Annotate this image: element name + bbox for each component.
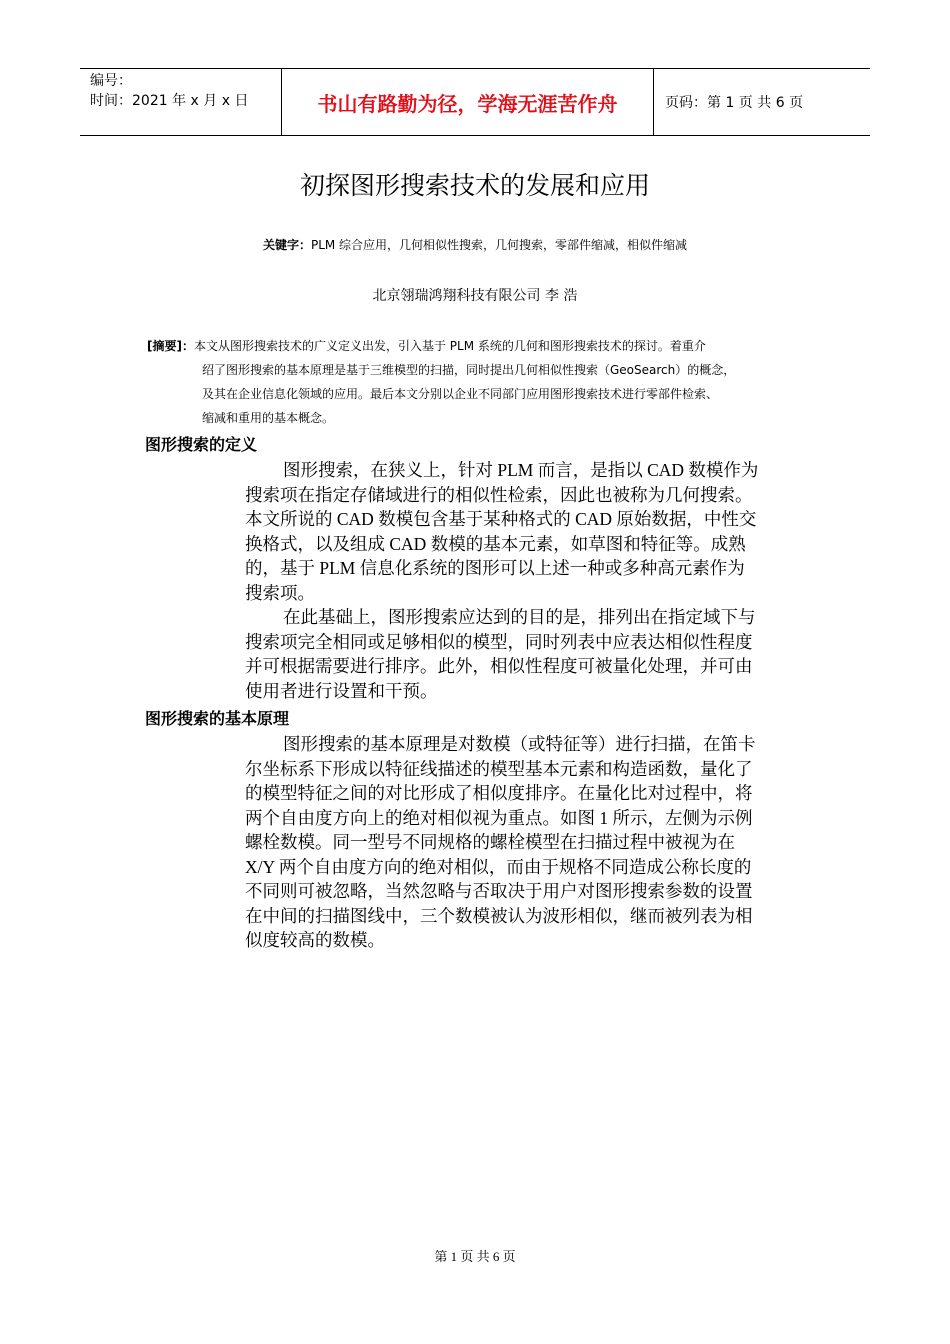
paragraph-line: 使用者进行设置和干预。 xyxy=(245,680,438,701)
paragraph-line: 图形搜索，在狭义上，针对 PLM 而言，是指以 CAD 数模作为 xyxy=(283,460,759,480)
paragraph-line: 在此基础上，图形搜索应达到的目的是，排列出在指定域下与 xyxy=(283,607,756,627)
paragraph-line: 并可根据需要进行排序。此外，相似性程度可被量化处理，并可由 xyxy=(245,656,753,676)
paragraph-line: 在中间的扫描图线中，三个数模被认为波形相似，继而被列表为相 xyxy=(245,905,753,926)
paragraph-line: 螺栓数模。同一型号不同规格的螺栓模型在扫描过程中被视为在 xyxy=(245,832,735,852)
paragraph-line: 搜索项完全相同或足够相似的模型，同时列表中应表达相似性程度 xyxy=(245,631,753,652)
paragraph-line: X/Y 两个自由度方向的绝对相似，而由于规格不同造成公称长度的 xyxy=(245,856,752,877)
abstract-line: 绍了图形搜索的基本原理是基于三维模型的扫描，同时提出几何相似性搜索（GeoSearch）的概念， xyxy=(202,363,736,377)
author-line: 北京翎瑞鸿翔科技有限公司 李 浩 xyxy=(372,288,578,304)
document-title: 初探图形搜索技术的发展和应用 xyxy=(299,171,650,200)
paragraph-line: 不同则可被忽略，当然忽略与否取决于用户对图形搜索参数的设置 xyxy=(245,881,753,901)
paragraph-line: 图形搜索的基本原理是对数模（或特征等）进行扫描，在笛卡 xyxy=(283,734,756,754)
paragraph-line: 两个自由度方向上的绝对相似视为重点。如图 1 所示，左侧为示例 xyxy=(245,807,753,828)
header-page-cell xyxy=(654,69,870,135)
header-table xyxy=(80,68,870,136)
header-page-info: 页码：第 1 页 共 6 页 xyxy=(665,95,804,111)
abstract-line: 及其在企业信息化领域的应用。最后本文分别以企业不同部门应用图形搜索技术进行零部件检索、 xyxy=(202,387,719,401)
section-principle-body xyxy=(245,732,810,953)
paragraph-line: 的，基于 PLM 信息化系统的图形可以上述一种或多种高元素作为 xyxy=(245,558,745,578)
section-heading-principle: 图形搜索的基本原理 xyxy=(145,709,290,728)
abstract-line xyxy=(147,334,817,358)
paragraph-line: 尔坐标系下形成以特征线描述的模型基本元素和构造函数，量化了 xyxy=(245,758,753,779)
paragraph-line: 似度较高的数模。 xyxy=(245,930,385,950)
abstract-line: 缩减和重用的基本概念。 xyxy=(202,411,335,425)
keywords-line xyxy=(0,236,950,254)
paragraph-line: 搜索项在指定存储域进行的相似性检索，因此也被称为几何搜索。 xyxy=(245,484,753,505)
keywords-text: PLM 综合应用，几何相似性搜索，几何搜索，零部件缩减，相似件缩减 xyxy=(310,238,688,252)
keywords-label: 关键字： xyxy=(262,238,311,252)
paragraph-line: 的模型特征之间的对比形成了相似度排序。在量化比对过程中，将 xyxy=(245,783,753,803)
document-date: 时间：2021 年 x 月 x 日 xyxy=(90,93,249,109)
paragraph-line: 搜索项。 xyxy=(245,582,315,603)
paragraph-line: 换格式，以及组成 CAD 数模的基本元素，如草图和特征等。成熟 xyxy=(245,533,746,554)
abstract-text: 本文从图形搜索技术的广义定义出发，引入基于 PLM 系统的几何和图形搜索技术的探讨。着重介 xyxy=(193,339,706,353)
page-footer: 第 1 页 共 6 页 xyxy=(434,1249,516,1264)
header-motto-cell xyxy=(281,69,654,135)
paragraph-line: 本文所说的 CAD 数模包含基于某种格式的 CAD 原始数据，中性交 xyxy=(245,509,757,529)
header-meta-cell xyxy=(80,69,281,135)
abstract-block xyxy=(147,334,817,430)
document-number-label: 编号： xyxy=(90,73,132,89)
abstract-label: [摘要]： xyxy=(147,339,194,353)
section-definition-body xyxy=(245,458,810,703)
section-heading-definition: 图形搜索的定义 xyxy=(145,435,258,454)
header-motto: 书山有路勤为径，学海无涯苦作舟 xyxy=(317,91,618,116)
